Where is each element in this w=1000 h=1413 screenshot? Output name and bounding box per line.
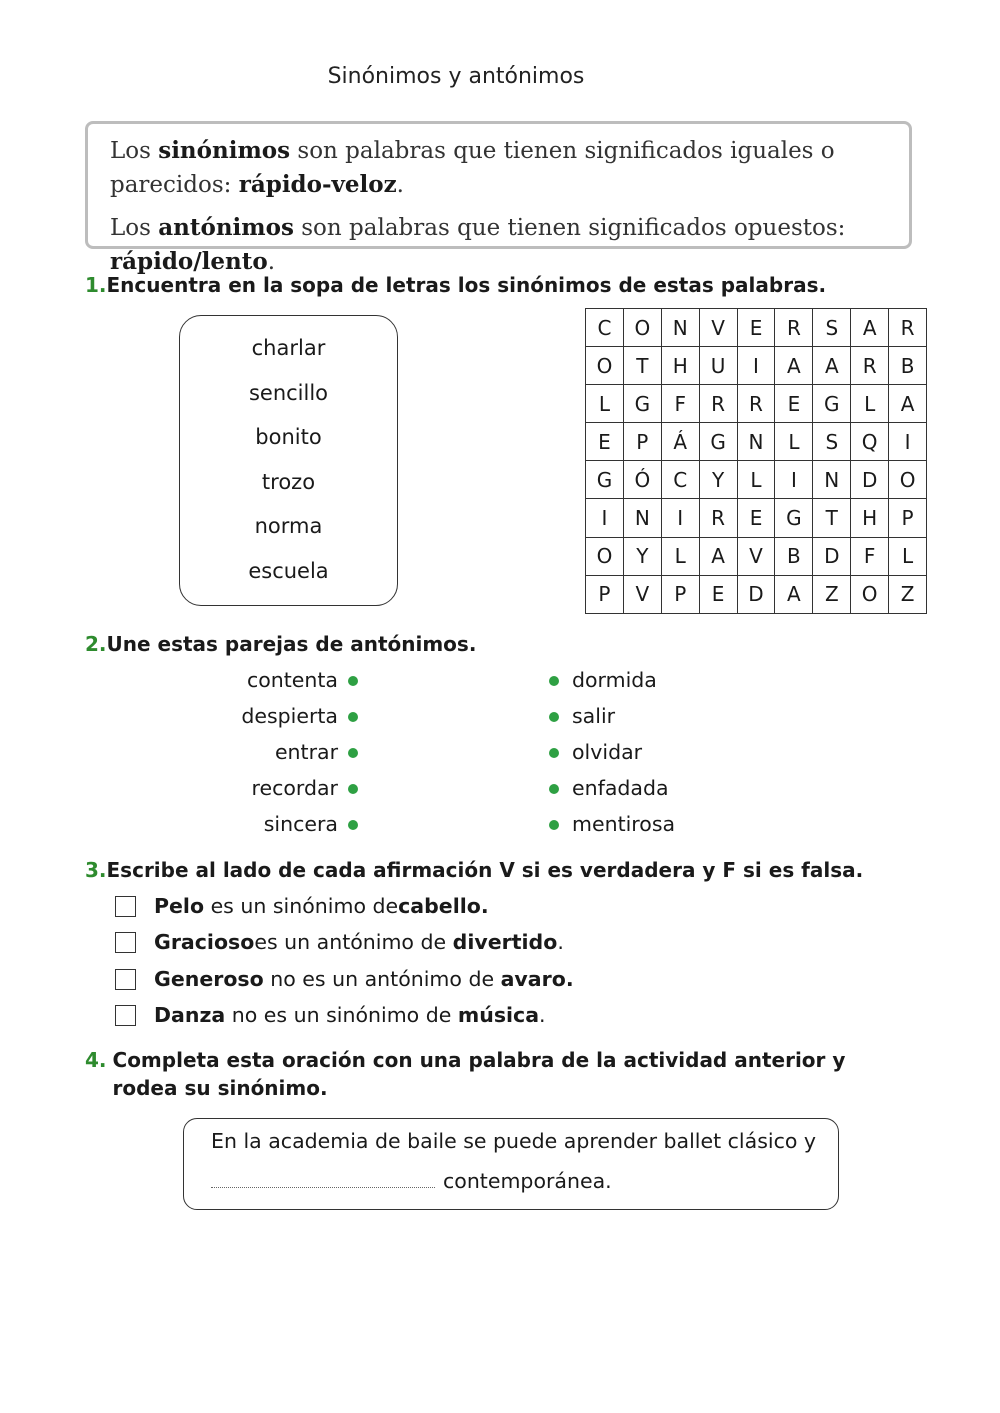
- grid-letter-cell[interactable]: N: [623, 499, 661, 537]
- right-word-item[interactable]: dormida: [547, 662, 747, 698]
- grid-letter-cell[interactable]: V: [699, 309, 737, 347]
- page-title: Sinónimos y antónimos: [327, 64, 585, 89]
- grid-letter-cell[interactable]: G: [775, 499, 813, 537]
- sentence-line-2: contemporánea.: [211, 1169, 612, 1193]
- grid-letter-cell[interactable]: H: [851, 499, 889, 537]
- grid-letter-cell[interactable]: Á: [661, 423, 699, 461]
- match-dot[interactable]: [549, 712, 559, 722]
- tf-statement: Danza no es un sinónimo de música.: [115, 997, 546, 1033]
- right-word-item[interactable]: salir: [547, 698, 747, 734]
- grid-letter-cell[interactable]: O: [586, 347, 624, 385]
- tf-statement: Graciosoes un antónimo de divertido.: [115, 924, 564, 960]
- grid-letter-cell[interactable]: L: [586, 385, 624, 423]
- grid-letter-cell[interactable]: E: [775, 385, 813, 423]
- q1-text: Encuentra en la sopa de letras los sinónimos de estas palabras.: [106, 273, 827, 297]
- q2-number: 2.: [85, 632, 107, 656]
- grid-letter-cell[interactable]: P: [586, 575, 624, 613]
- grid-letter-cell[interactable]: A: [813, 347, 851, 385]
- grid-letter-cell[interactable]: L: [737, 461, 775, 499]
- grid-letter-cell[interactable]: O: [623, 309, 661, 347]
- grid-letter-cell[interactable]: T: [813, 499, 851, 537]
- grid-letter-cell[interactable]: B: [889, 347, 927, 385]
- sentence-line-1: En la academia de baile se puede aprender ballet clásico y: [211, 1129, 817, 1153]
- right-word-item[interactable]: enfadada: [547, 770, 747, 806]
- word-item: sencillo: [248, 380, 329, 405]
- synonym-definition: Los sinónimos son palabras que tienen significados iguales o parecidos: rápido-veloz.: [110, 137, 835, 198]
- grid-letter-cell[interactable]: N: [737, 423, 775, 461]
- grid-letter-cell[interactable]: I: [737, 347, 775, 385]
- grid-letter-cell[interactable]: G: [623, 385, 661, 423]
- q4-heading: [85, 1046, 905, 1102]
- word-item: bonito: [255, 425, 322, 450]
- match-dot[interactable]: [348, 820, 358, 830]
- word-item: trozo: [261, 469, 316, 494]
- grid-letter-cell[interactable]: I: [586, 499, 624, 537]
- grid-letter-cell[interactable]: L: [851, 385, 889, 423]
- grid-letter-cell[interactable]: D: [851, 461, 889, 499]
- grid-letter-cell[interactable]: G: [699, 423, 737, 461]
- grid-letter-cell[interactable]: N: [813, 461, 851, 499]
- grid-letter-cell[interactable]: E: [699, 575, 737, 613]
- grid-letter-cell[interactable]: L: [889, 537, 927, 575]
- grid-letter-cell[interactable]: O: [889, 461, 927, 499]
- grid-letter-cell[interactable]: I: [775, 461, 813, 499]
- grid-row: [586, 575, 927, 613]
- answer-checkbox[interactable]: [115, 896, 136, 917]
- match-dot[interactable]: [549, 784, 559, 794]
- grid-letter-cell[interactable]: S: [813, 423, 851, 461]
- grid-letter-cell[interactable]: G: [813, 385, 851, 423]
- match-dot[interactable]: [348, 676, 358, 686]
- grid-letter-cell[interactable]: E: [737, 309, 775, 347]
- grid-letter-cell[interactable]: F: [661, 385, 699, 423]
- left-word-item[interactable]: despierta: [180, 698, 360, 734]
- q1-number: 1.: [85, 273, 107, 297]
- grid-letter-cell[interactable]: F: [851, 537, 889, 575]
- grid-letter-cell[interactable]: R: [737, 385, 775, 423]
- grid-letter-cell[interactable]: H: [661, 347, 699, 385]
- tf-statement: Generoso no es un antónimo de avaro.: [115, 961, 574, 997]
- match-dot[interactable]: [348, 784, 358, 794]
- grid-letter-cell[interactable]: R: [851, 347, 889, 385]
- match-dot[interactable]: [348, 748, 358, 758]
- grid-letter-cell[interactable]: Y: [623, 537, 661, 575]
- q3-text: Escribe al lado de cada afirmación V si es verdadera y F si es falsa.: [106, 858, 864, 882]
- grid-letter-cell[interactable]: A: [775, 575, 813, 613]
- grid-letter-cell[interactable]: A: [699, 537, 737, 575]
- grid-row: [586, 537, 927, 575]
- word-item: charlar: [251, 336, 326, 360]
- grid-letter-cell[interactable]: A: [851, 309, 889, 347]
- grid-letter-cell[interactable]: Z: [813, 575, 851, 613]
- right-word-item[interactable]: olvidar: [547, 734, 747, 770]
- grid-letter-cell[interactable]: B: [775, 537, 813, 575]
- word-search-grid[interactable]: [585, 308, 927, 614]
- word-list-box: [179, 315, 398, 606]
- match-dot[interactable]: [549, 676, 559, 686]
- grid-letter-cell[interactable]: U: [699, 347, 737, 385]
- q2-heading: [85, 632, 476, 656]
- answer-checkbox[interactable]: [115, 1005, 136, 1026]
- antonym-left-column: [180, 662, 360, 842]
- grid-row: [586, 347, 927, 385]
- grid-letter-cell[interactable]: P: [889, 499, 927, 537]
- grid-letter-cell[interactable]: E: [737, 499, 775, 537]
- left-word-item[interactable]: entrar: [180, 734, 360, 770]
- answer-checkbox[interactable]: [115, 969, 136, 990]
- match-dot[interactable]: [348, 712, 358, 722]
- answer-blank[interactable]: [211, 1169, 435, 1188]
- grid-row: [586, 423, 927, 461]
- grid-letter-cell[interactable]: Q: [851, 423, 889, 461]
- grid-letter-cell[interactable]: Ó: [623, 461, 661, 499]
- grid-row: [586, 385, 927, 423]
- answer-checkbox[interactable]: [115, 932, 136, 953]
- grid-letter-cell[interactable]: R: [699, 385, 737, 423]
- left-word-item[interactable]: sincera: [180, 806, 360, 842]
- grid-letter-cell[interactable]: Z: [889, 575, 927, 613]
- grid-letter-cell[interactable]: I: [661, 499, 699, 537]
- match-dot[interactable]: [549, 820, 559, 830]
- left-word-item[interactable]: recordar: [180, 770, 360, 806]
- grid-letter-cell[interactable]: C: [586, 309, 624, 347]
- antonym-definition: Los antónimos son palabras que tienen significados opuestos: rápido/lento.: [110, 214, 846, 275]
- grid-letter-cell[interactable]: Y: [699, 461, 737, 499]
- grid-letter-cell[interactable]: R: [775, 309, 813, 347]
- grid-letter-cell[interactable]: O: [586, 537, 624, 575]
- sentence-box: [183, 1118, 839, 1210]
- grid-letter-cell[interactable]: P: [623, 423, 661, 461]
- grid-letter-cell[interactable]: O: [851, 575, 889, 613]
- q4-number: 4.: [85, 1048, 107, 1072]
- grid-row: [586, 461, 927, 499]
- q2-text: Une estas parejas de antónimos.: [106, 632, 477, 656]
- grid-letter-cell[interactable]: V: [737, 537, 775, 575]
- match-dot[interactable]: [549, 748, 559, 758]
- grid-letter-cell[interactable]: R: [889, 309, 927, 347]
- grid-letter-cell[interactable]: V: [623, 575, 661, 613]
- grid-letter-cell[interactable]: G: [586, 461, 624, 499]
- grid-letter-cell[interactable]: D: [737, 575, 775, 613]
- grid-letter-cell[interactable]: L: [775, 423, 813, 461]
- definitions-box: [85, 121, 912, 275]
- grid-letter-cell[interactable]: P: [661, 575, 699, 613]
- right-word-item[interactable]: mentirosa: [547, 806, 747, 842]
- grid-letter-cell[interactable]: D: [813, 537, 851, 575]
- grid-row: [586, 499, 927, 537]
- word-item: norma: [254, 514, 323, 539]
- q3-number: 3.: [85, 858, 107, 882]
- left-word-item[interactable]: contenta: [180, 662, 360, 698]
- grid-letter-cell[interactable]: T: [623, 347, 661, 385]
- grid-row: [586, 309, 927, 347]
- q1-heading: [85, 273, 826, 297]
- grid-letter-cell[interactable]: A: [889, 385, 927, 423]
- grid-letter-cell[interactable]: N: [661, 309, 699, 347]
- grid-letter-cell[interactable]: I: [889, 423, 927, 461]
- antonym-right-column: [547, 662, 747, 842]
- grid-letter-cell[interactable]: R: [699, 499, 737, 537]
- q3-heading: [85, 858, 863, 882]
- tf-statement: Pelo es un sinónimo decabello.: [115, 888, 489, 924]
- grid-letter-cell[interactable]: S: [813, 309, 851, 347]
- word-item: escuela: [248, 558, 329, 583]
- grid-letter-cell[interactable]: C: [661, 461, 699, 499]
- grid-letter-cell[interactable]: E: [586, 423, 624, 461]
- grid-letter-cell[interactable]: A: [775, 347, 813, 385]
- q4-text: Completa esta oración con una palabra de la actividad anterior y rodea su sinónimo.: [112, 1048, 846, 1100]
- grid-letter-cell[interactable]: L: [661, 537, 699, 575]
